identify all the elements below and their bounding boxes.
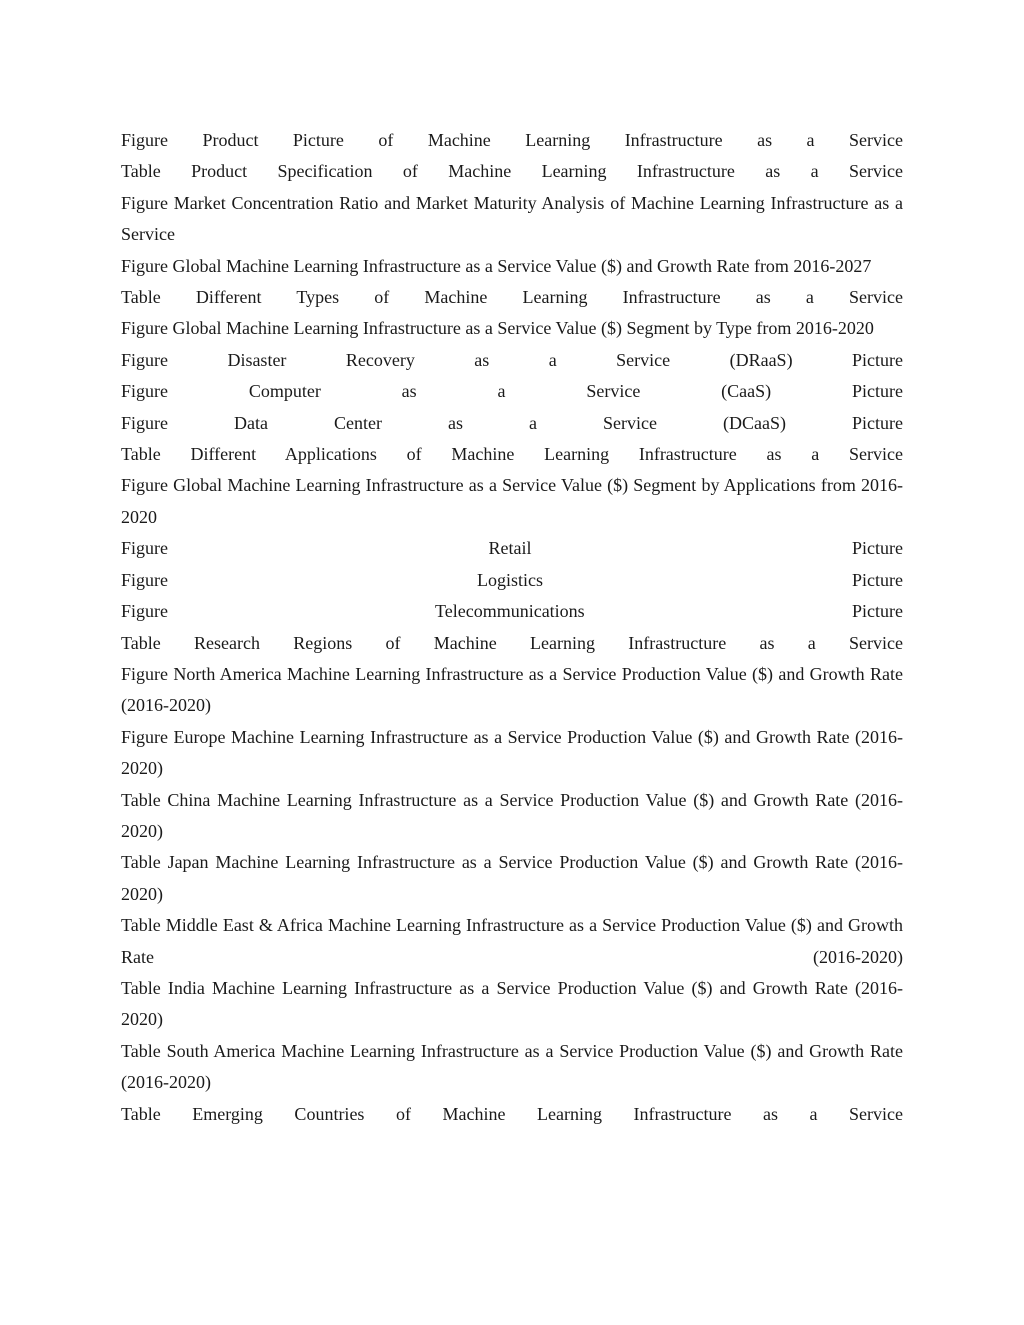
list-item: Figure Logistics Picture [121,569,903,590]
list-item: Table Middle East & Africa Machine Learning Infrastructure as a Service Production Value ($) and Growth Rate (2016-2020) [121,915,903,967]
list-item: Table Product Specification of Machine Learning Infrastructure as a Service [121,161,903,182]
list-item: Table India Machine Learning Infrastructure as a Service Production Value ($) and Growth Rate (2016-2020) [121,977,903,1030]
list-item: Table Different Applications of Machine Learning Infrastructure as a Service [121,444,903,465]
list-item: Figure Europe Machine Learning Infrastructure as a Service Production Value ($) and Growth Rate (2016-2020) [121,726,903,779]
list-item: Figure Retail Picture [121,538,903,559]
list-item: Table Emerging Countries of Machine Learning Infrastructure as a Service [121,1103,903,1124]
document-page [121,125,903,1130]
list-item: Figure Computer as a Service (CaaS) Picture [121,381,903,402]
list-item: Table South America Machine Learning Infrastructure as a Service Production Value ($) and Growth Rate (2016-2020) [121,1040,903,1093]
list-item: Figure Market Concentration Ratio and Market Maturity Analysis of Machine Learning Infrastructure as a Service [121,192,903,245]
list-item: Table Different Types of Machine Learning Infrastructure as a Service [121,287,903,308]
list-item: Table China Machine Learning Infrastructure as a Service Production Value ($) and Growth Rate (2016-2020) [121,789,903,841]
list-item: Figure Telecommunications Picture [121,601,903,622]
list-item: Table Research Regions of Machine Learning Infrastructure as a Service [121,632,903,653]
list-item: Figure Disaster Recovery as a Service (DRaaS) Picture [121,349,903,370]
list-item: Figure Data Center as a Service (DCaaS) Picture [121,412,903,433]
list-item: Table Japan Machine Learning Infrastructure as a Service Production Value ($) and Growth Rate (2016-2020) [121,852,903,904]
list-item: Figure Global Machine Learning Infrastructure as a Service Value ($) Segment by Type from 2016-2020 [121,318,874,339]
list-item: Figure North America Machine Learning Infrastructure as a Service Production Value ($) and Growth Rate (2016-2020) [121,663,903,716]
list-item: Figure Global Machine Learning Infrastructure as a Service Value ($) and Growth Rate from 2016-2027 [121,255,872,276]
list-item: Figure Product Picture of Machine Learning Infrastructure as a Service [121,130,903,150]
list-item: Figure Global Machine Learning Infrastructure as a Service Value ($) Segment by Applications from 2016-2020 [121,475,903,527]
